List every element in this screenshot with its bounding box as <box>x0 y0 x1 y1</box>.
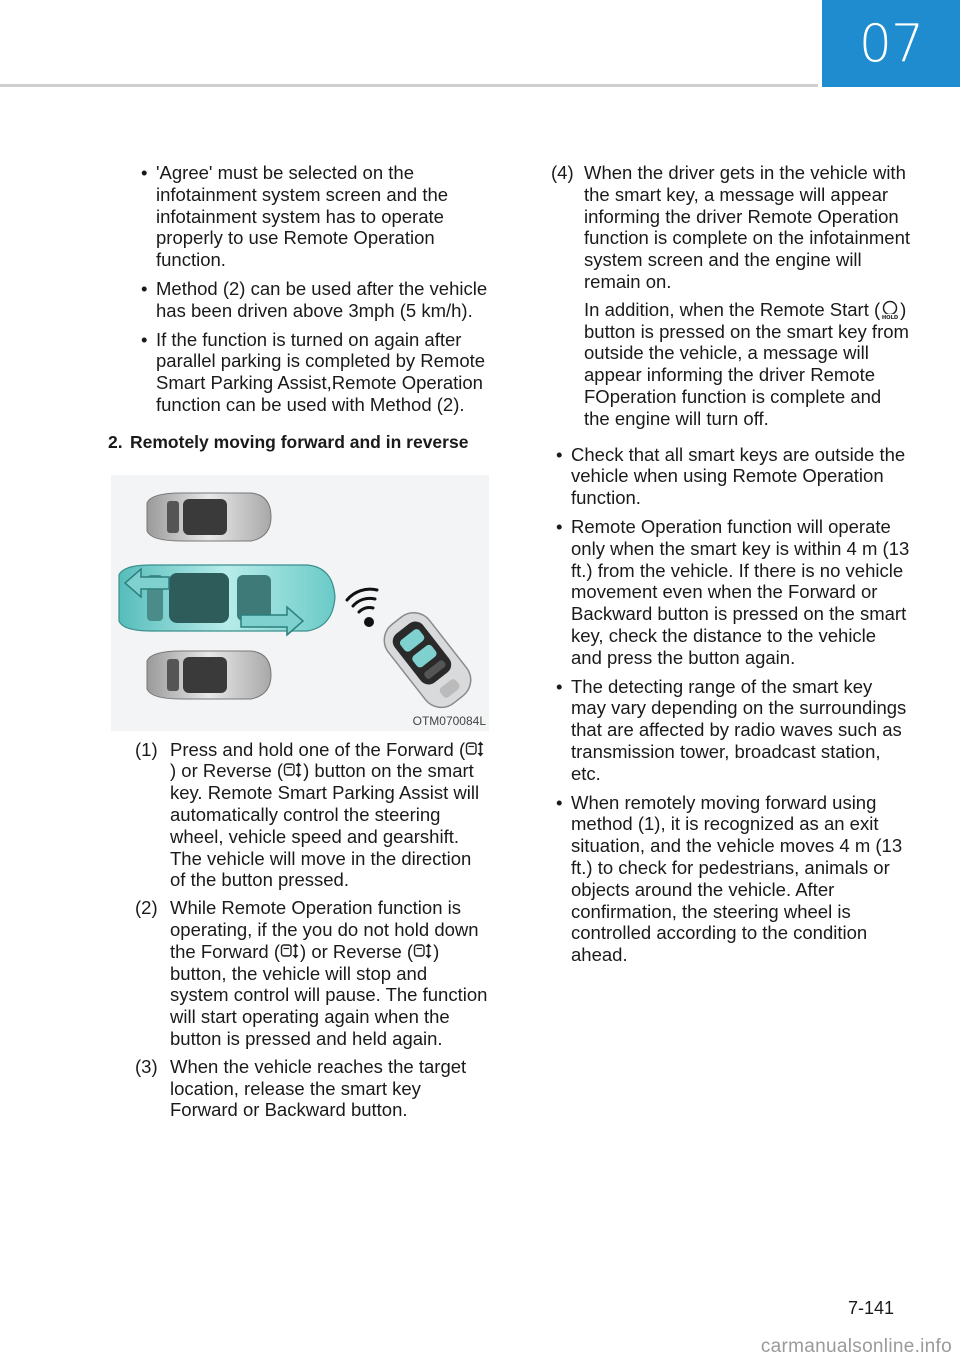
parking-button-icon <box>280 942 300 962</box>
chapter-tab: 07 <box>822 0 960 87</box>
page-number: 7-141 <box>847 1298 894 1318</box>
list-item: • The detecting range of the smart key may vary depending on the surroundings that are affected by radio waves such as transmission tower, broadcast station, etc. <box>556 675 907 784</box>
svg-text:HOLD: HOLD <box>881 314 899 320</box>
list-item: • If the function is turned on again after parallel parking is completed by Remote Smart Parking Assist,Remote Operation function can be used with Method (2). <box>141 328 486 415</box>
list-item: • 'Agree' must be selected on the infotainment system screen and the infotainment system has to operate properly to use Remote Operation function. <box>141 162 449 271</box>
list-item: • Remote Operation function will operate only when the smart key is within 4 m (13 ft.) from the vehicle. If there is no vehicle movement even when the Forward or Backward button is pressed on the smart key, check the distance to the vehicle and press the button again. <box>556 515 910 668</box>
step-item: (4) When the driver gets in the vehicle with the smart key, a message will appear informing the driver Remote Operation function is complete on the infotainment system screen and the engine will remain on. <box>551 162 910 292</box>
step-item: (3) When the vehicle reaches the target location, release the smart key Forward or Backward button. <box>135 1055 467 1121</box>
left-column <box>108 162 490 1127</box>
list-item: • Method (2) can be used after the vehicle has been driven above 3mph (5 km/h). <box>141 277 488 321</box>
section-heading: 2. Remotely moving forward and in reverse <box>108 431 469 452</box>
step-item: (1) Press and hold one of the Forward () or Reverse ( ) button on the smart key. Remote Smart Parking Assist will automatically control the steering wheel, vehicle speed and gearshift. The vehicle will move in the direction of the button pressed. <box>108 739 490 892</box>
step-item: (2) While Remote Operation function is operating, if the you do not hold down the Forward ( ) or Reverse ( ) button, the vehicle will stop and system control will pause. The function will start operating again when the button is pressed and held again. <box>135 897 488 1049</box>
step-item-continuation: In addition, when the Remote Start ( HOLD ) button is pressed on the smart key from outside the vehicle, a message will appear informing the driver Remote FOperation function is complete and the engine will turn off. <box>584 298 909 429</box>
smart-key <box>376 604 479 715</box>
figure-code: OTM070084L <box>412 713 486 728</box>
watermark: carmanualsonline.info <box>760 1336 952 1357</box>
signal-waves <box>347 589 377 627</box>
figure-remote-parking <box>111 475 489 731</box>
right-column <box>550 162 910 973</box>
parked-car-top <box>147 493 271 541</box>
parking-button-icon <box>465 740 485 760</box>
header-rule <box>0 84 818 87</box>
list-item: • When remotely moving forward using method (1), it is recognized as an exit situation, and the vehicle moves 4 m (13 ft.) to check for pedestrians, animals or objects around the vehicle. After confirmation, the steering wheel is controlled according to the condition ahead. <box>556 791 903 966</box>
parking-button-icon <box>283 761 303 781</box>
list-item: • Check that all smart keys are outside the vehicle when using Remote Operation function. <box>556 443 906 509</box>
remote-start-hold-icon <box>880 300 900 320</box>
parking-button-icon <box>413 942 433 962</box>
parked-car-bottom <box>147 651 271 699</box>
